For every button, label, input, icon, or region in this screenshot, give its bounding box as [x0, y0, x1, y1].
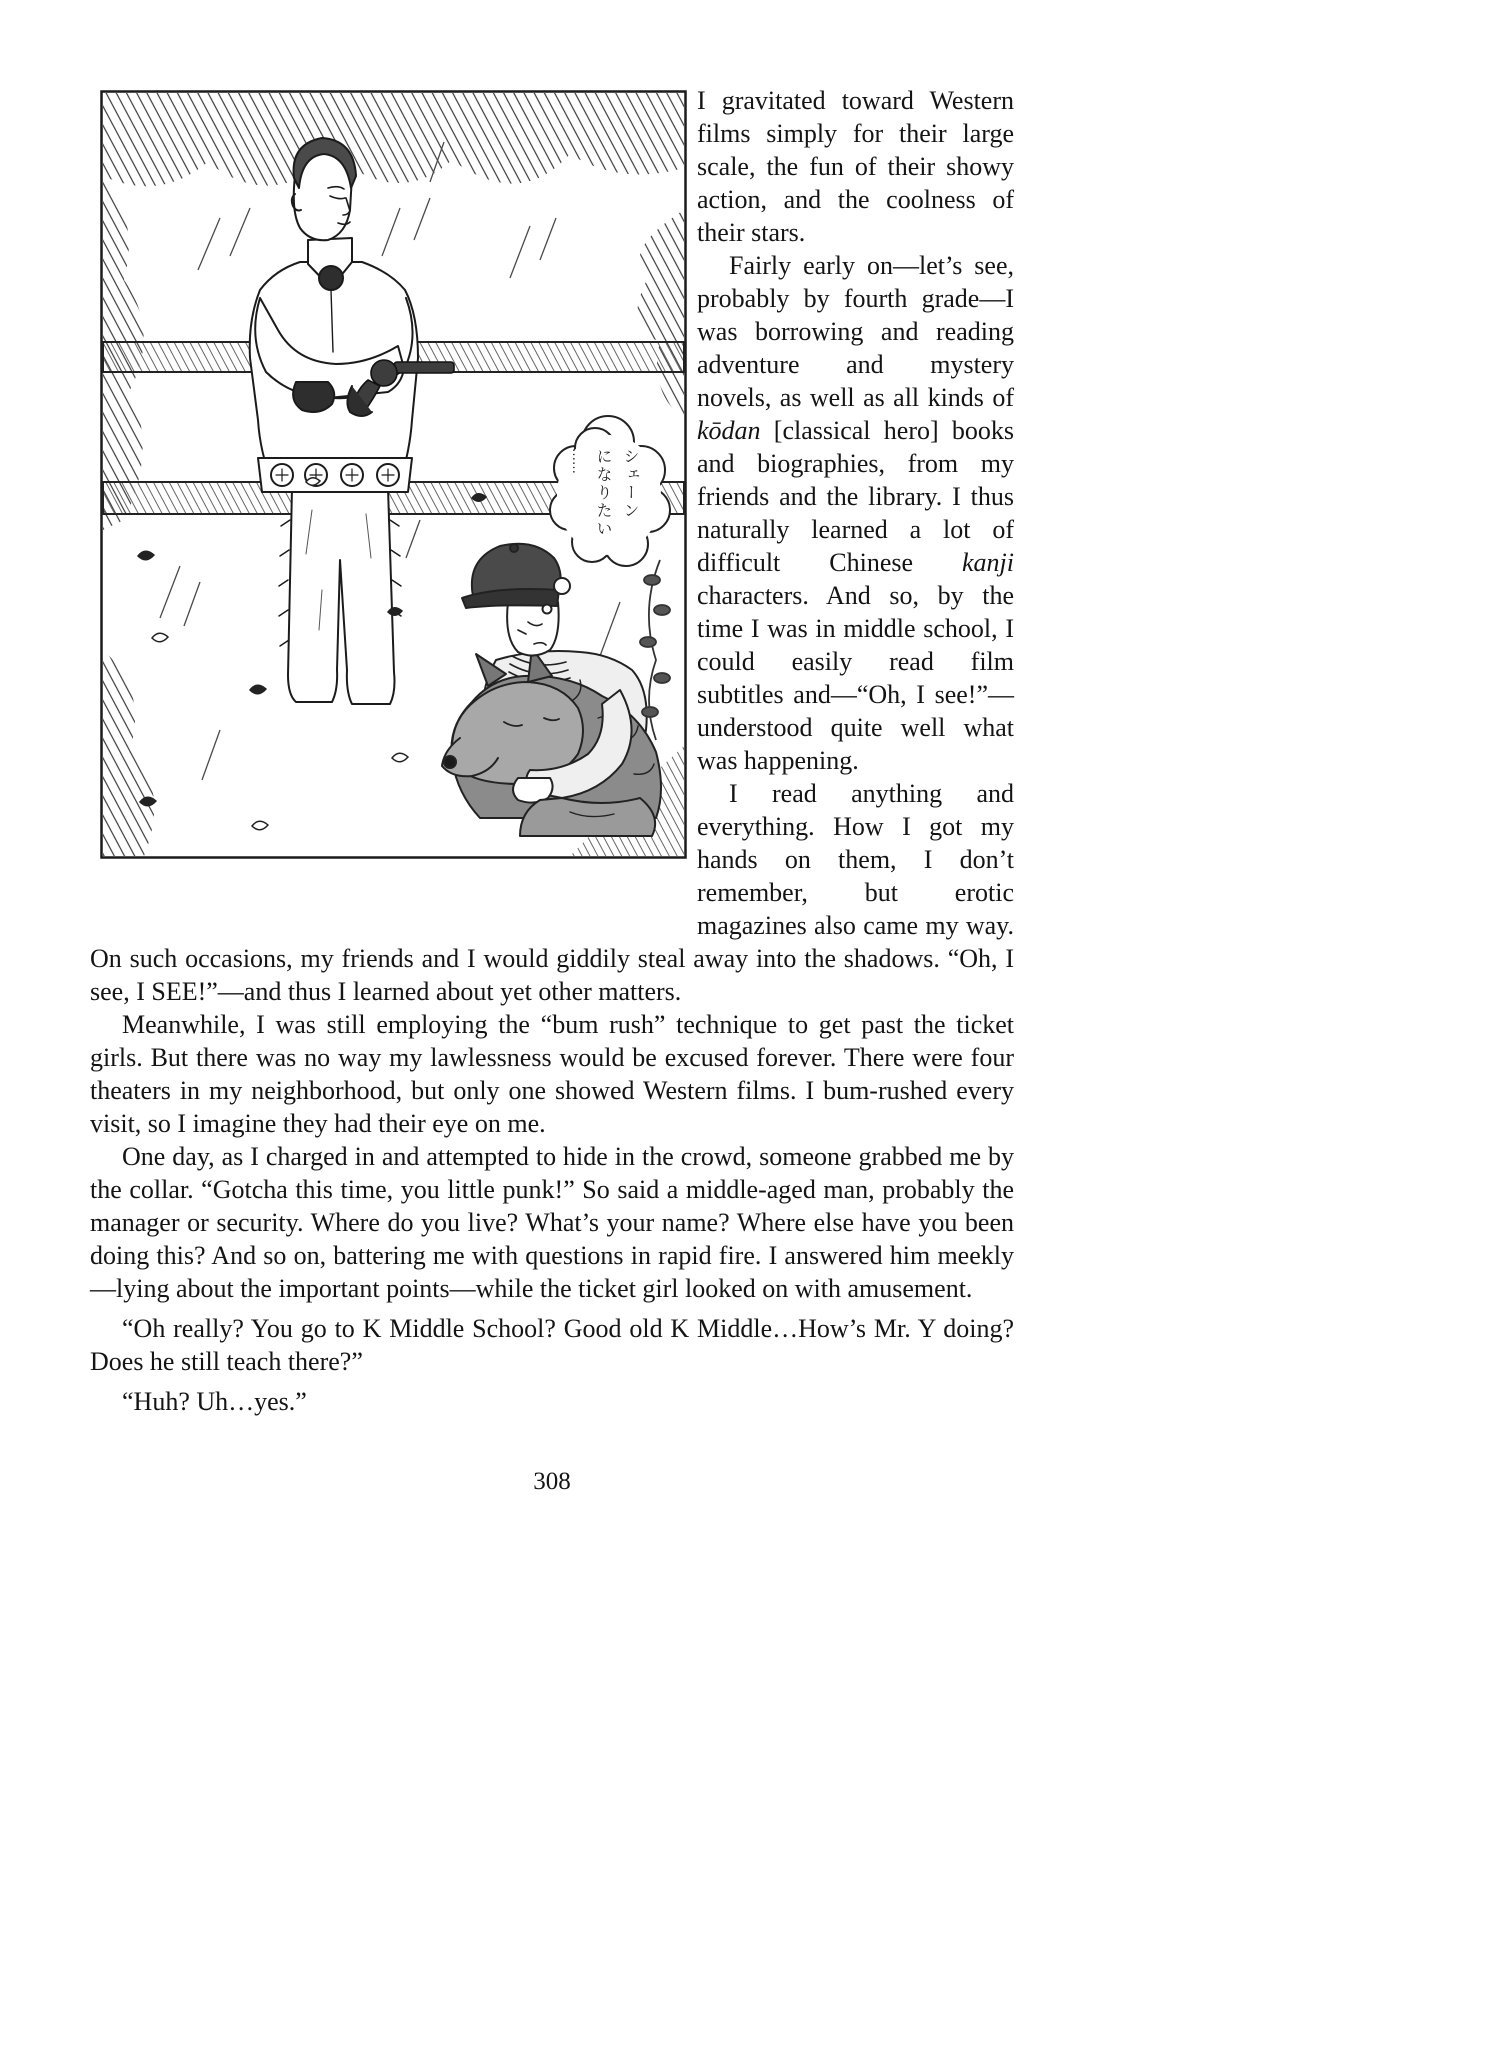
neckerchief	[319, 266, 343, 290]
thought-bubble-text	[560, 448, 644, 566]
page-body-text	[90, 84, 1014, 1418]
page-number: 308	[533, 1468, 571, 1495]
paragraph-3: I read anything and everything. How I got my hands on them, I don’t remember, but erotic magazines also came my way. On such occasions, my friends and I would giddily steal away into the shadows. “Oh, I see, I SEE!”—and thus I learned about yet other matters.	[90, 779, 1014, 1006]
paragraph-4: Meanwhile, I was still employing the “bum rush” technique to get past the ticket girls. But there was no way my lawlessness would be excused forever. There were four theaters in my neighborhood, but only one showed Western films. I bum-rushed every visit, so I imagine they had their eye on me.	[90, 1010, 1014, 1138]
paragraph-7: “Huh? Uh…yes.”	[122, 1387, 307, 1416]
paragraph-2-part-a: Fairly early on—let’s see, probably by fourth grade—I was borrowing and reading adventure and mystery novels, as well as all kinds of	[697, 251, 1014, 412]
manga-panel-illustration	[100, 90, 687, 859]
paragraph-2-part-b: [classical hero] books and biographies, from my friends and the library. I thus naturally learned a lot of difficult Chinese	[697, 416, 1014, 577]
gun-belt	[258, 458, 412, 492]
cowboy-head	[292, 138, 356, 240]
bubble-text-line-2: になりたい	[594, 448, 613, 538]
dog-nose	[444, 756, 456, 768]
italic-kodan: kōdan	[697, 416, 761, 445]
italic-kanji: kanji	[962, 548, 1014, 577]
paragraph-1: I gravitated toward Western films simply for their large scale, the fun of their showy action, and the coolness of their stars.	[697, 86, 1014, 247]
bubble-text-dots: ……	[569, 448, 584, 474]
paragraph-2-part-c: characters. And so, by the time I was in middle school, I could easily read film subtitles and—“Oh, I see!”—understood quite well what was happening.	[697, 581, 1014, 775]
bubble-text-line-1: シェーン	[621, 448, 640, 520]
paragraph-5: One day, as I charged in and attempted to hide in the crowd, someone grabbed me by the collar. “Gotcha this time, you little punk!” So said a middle-aged man, probably the manager or security. Where do you live? What’s your name? Where else have you been doing this? And so on, battering me with questions in rapid fire. I answered him meekly—lying about the important points—while the ticket girl looked on with amusement.	[90, 1142, 1014, 1303]
paragraph-6: “Oh really? You go to K Middle School? Good old K Middle…How’s Mr. Y doing? Does he still teach there?”	[90, 1314, 1014, 1376]
glove	[293, 382, 334, 412]
